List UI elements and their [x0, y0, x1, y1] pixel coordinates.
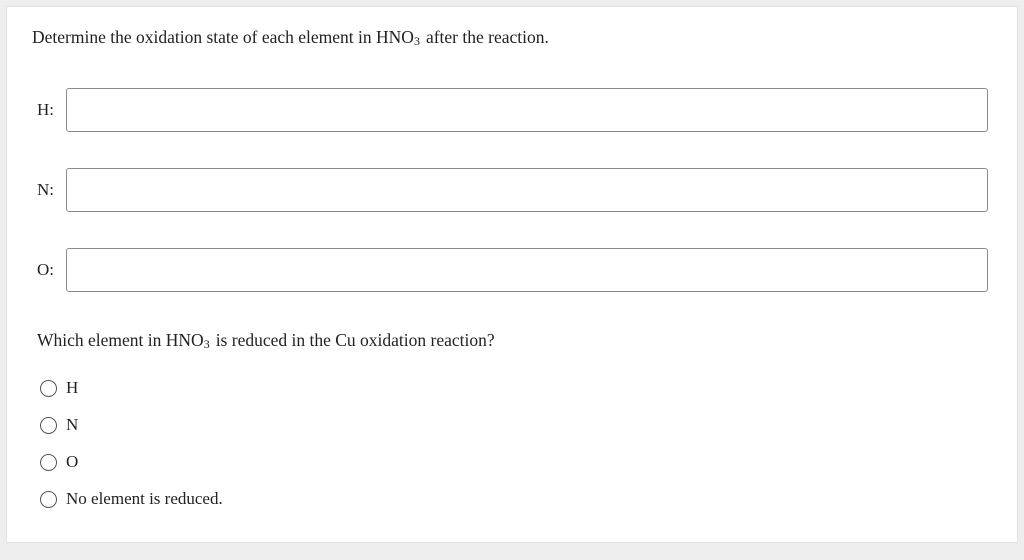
field-row-h — [37, 88, 988, 132]
question-1-text — [32, 25, 549, 51]
question-2-text-before: Which element in HNO — [37, 330, 204, 350]
option-no-element-label[interactable]: No element is reduced. — [66, 489, 223, 508]
field-row-o — [37, 248, 988, 292]
question-2-text-after: is reduced in the Cu oxidation reaction? — [215, 330, 495, 350]
option-o-label[interactable]: O — [66, 452, 79, 471]
option-h-radio[interactable] — [40, 380, 57, 397]
option-n[interactable] — [40, 413, 223, 437]
oxidation-state-n-input[interactable] — [66, 168, 988, 212]
option-h[interactable] — [40, 376, 223, 400]
field-label-o: O: — [37, 260, 54, 279]
oxidation-state-o-input[interactable] — [66, 248, 988, 292]
question-card — [6, 6, 1018, 543]
answer-options — [40, 376, 223, 524]
question-2-subscript: 3 — [203, 337, 210, 351]
field-label-n: N: — [37, 180, 54, 199]
question-2-text — [37, 328, 495, 354]
field-label-h: H: — [37, 100, 54, 119]
option-no-element[interactable] — [40, 487, 223, 511]
option-o[interactable] — [40, 450, 223, 474]
field-row-n — [37, 168, 988, 212]
oxidation-state-h-input[interactable] — [66, 88, 988, 132]
option-n-label[interactable]: N — [66, 415, 79, 434]
option-n-radio[interactable] — [40, 417, 57, 434]
question-1-subscript: 3 — [413, 34, 420, 48]
question-1-text-before: Determine the oxidation state of each element in HNO — [32, 27, 414, 47]
option-o-radio[interactable] — [40, 454, 57, 471]
option-no-element-radio[interactable] — [40, 491, 57, 508]
question-1-text-after: after the reaction. — [425, 27, 549, 47]
option-h-label[interactable]: H — [66, 378, 79, 397]
